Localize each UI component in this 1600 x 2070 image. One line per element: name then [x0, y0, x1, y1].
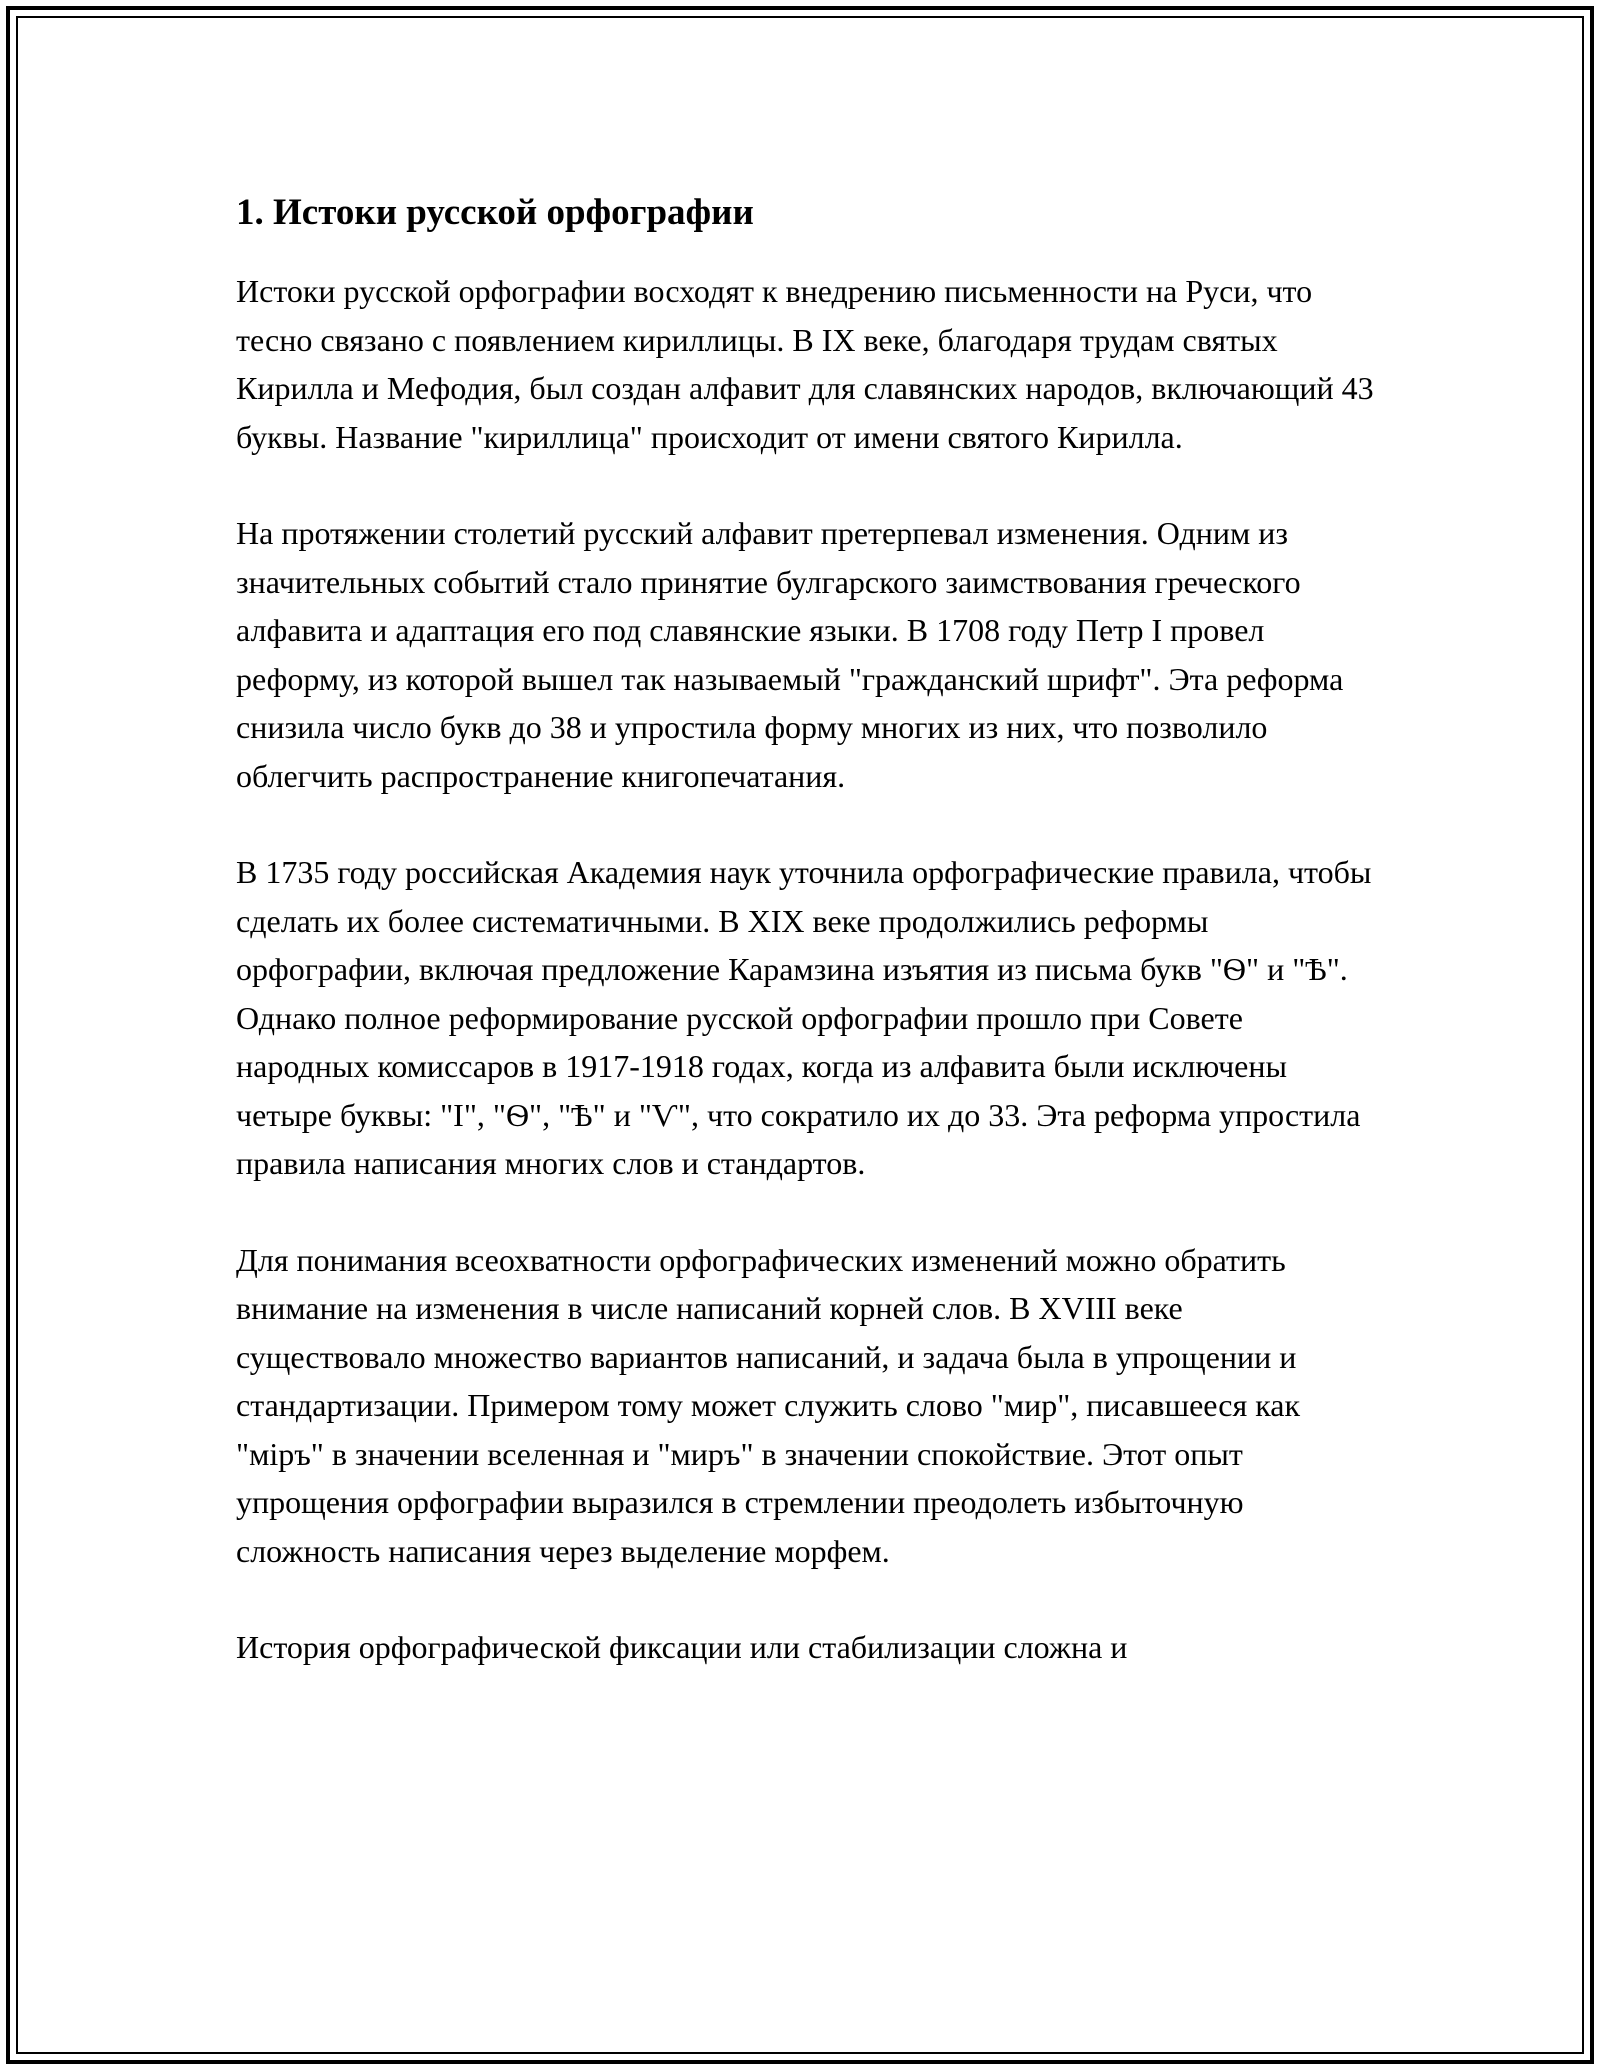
document-body [236, 185, 1376, 1720]
paragraph-2: На протяжении столетий русский алфавит претерпевал изменения. Одним из значительных событий стало принятие булгарского заимствования греческого алфавита и адаптация его под славянские языки. В 1708 году Петр I провел реформу, из которой вышел так называемый "гражданский шрифт". Эта реформа снизила число букв до 38 и упростила форму многих из них, что позволило облегчить распространение книгопечатания. [236, 515, 1344, 794]
paragraph-1: Истоки русской орфографии восходят к внедрению письменности на Руси, что тесно связано с появлением кириллицы. В IX веке, благодаря трудам святых Кирилла и Мефодия, был создан алфавит для славянских народов, включающий 43 буквы. Название "кириллица" происходит от имени святого Кирилла. [236, 273, 1374, 455]
paragraph-4: Для понимания всеохватности орфографических изменений можно обратить внимание на изменения в числе написаний корней слов. В XVIII веке существовало множество вариантов написаний, и задача была в упрощении и стандартизации. Примером тому может служить слово "мир", писавшееся как "міръ" в значении вселенная и "миръ" в значении спокойствие. Этот опыт упрощения орфографии выразился в стремлении преодолеть избыточную сложность написания через выделение морфем. [236, 1241, 1301, 1569]
paragraph-5: История орфографической фиксации или стабилизации сложна и [236, 1629, 1128, 1665]
section-heading: 1. Истоки русской орфографии [236, 192, 754, 233]
paragraph-3: В 1735 году российская Академия наук уточнила орфографические правила, чтобы сделать их более систематичными. В XIX веке продолжились реформы орфографии, включая предложение Карамзина изъятия из письма букв "Ѳ" и "Ѣ". Однако полное реформирование русской орфографии прошло при Совете народных комиссаров в 1917-1918 годах, когда из алфавита были исключены четыре буквы: "І", "Ѳ", "Ѣ" и "Ѵ", что сократило их до 33. Эта реформа упростила правила написания многих слов и стандартов. [236, 854, 1372, 1181]
